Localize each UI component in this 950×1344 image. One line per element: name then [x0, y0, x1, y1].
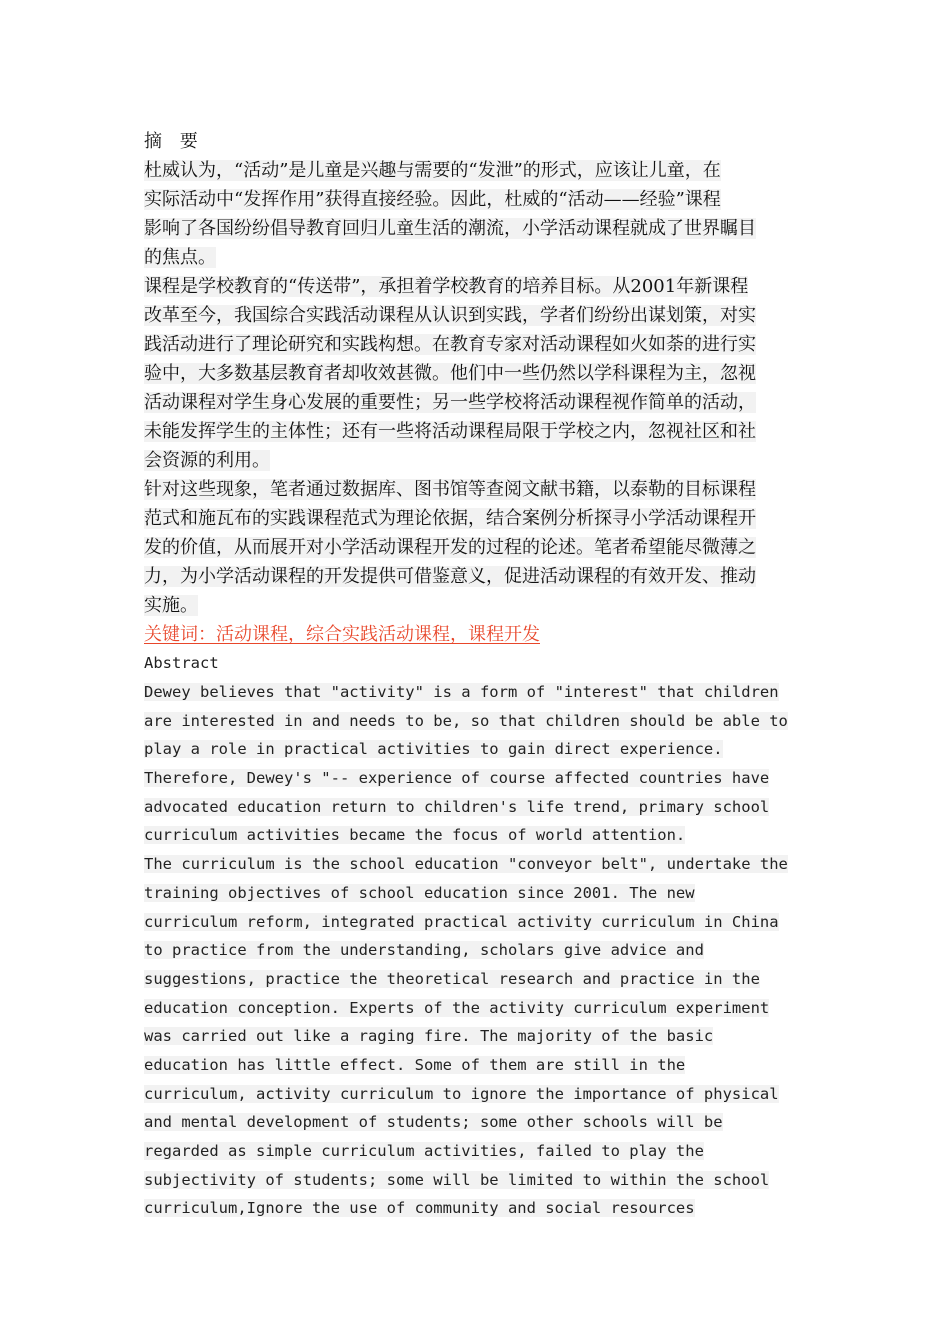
en-line-text: to practice from the understanding, scholars give advice and — [144, 941, 704, 960]
english-abstract-heading: Abstract — [144, 654, 219, 672]
cn-text-line — [144, 475, 809, 504]
en-line-text: are interested in and needs to be, so that children should be able to — [144, 711, 788, 730]
cn-text-line — [144, 562, 809, 591]
en-line-text: education conception. Experts of the activity curriculum experiment — [144, 998, 770, 1017]
en-line-text: education has little effect. Some of them are still in the — [144, 1055, 686, 1074]
en-line-text: Dewey believes that "activity" is a form of "interest" that children — [144, 683, 779, 701]
cn-paragraph — [144, 272, 809, 475]
cn-text-line — [144, 446, 809, 475]
keywords-line[interactable] — [144, 620, 809, 649]
cn-line-text: 针对这些现象，笔者通过数据库、图书馆等查阅文献书籍，以泰勒的目标课程 — [144, 479, 756, 500]
cn-line-text: 课程是学校教育的“传送带”，承担着学校教育的培养目标。从2001年新课程 — [144, 276, 749, 297]
cn-line-text: 活动课程对学生身心发展的重要性；另一些学校将活动课程视作简单的活动， — [144, 392, 756, 413]
en-text-line — [144, 1166, 809, 1195]
cn-text-line — [144, 504, 809, 533]
chinese-abstract-heading: 摘 要 — [144, 131, 204, 152]
en-text-line — [144, 936, 809, 965]
cn-line-text: 杜威认为，“活动”是儿童是兴趣与需要的“发泄”的形式，应该让儿童，在 — [144, 160, 721, 181]
en-line-text: training objectives of school education since 2001. The new — [144, 883, 695, 902]
en-line-text: advocated education return to children's life trend, primary school — [144, 797, 770, 816]
cn-text-line — [144, 272, 809, 301]
cn-text-line — [144, 185, 809, 214]
cn-text-line — [144, 243, 809, 272]
en-line-text: The curriculum is the school education "conveyor belt", undertake the — [144, 855, 788, 874]
cn-text-line — [144, 301, 809, 330]
en-line-text: curriculum, activity curriculum to ignore the importance of physical — [144, 1084, 779, 1103]
en-line-text: subjectivity of students; some will be limited to within the school — [144, 1170, 770, 1189]
en-text-line — [144, 1194, 809, 1223]
en-line-text: curriculum activities became the focus of world attention. — [144, 826, 686, 845]
en-text-line — [144, 879, 809, 908]
cn-paragraph — [144, 475, 809, 620]
cn-text-line — [144, 533, 809, 562]
en-text-line — [144, 850, 809, 879]
cn-text-line — [144, 156, 809, 185]
en-line-text: curriculum reform, integrated practical activity curriculum in China — [144, 912, 779, 931]
en-text-line — [144, 678, 809, 707]
cn-text-line — [144, 591, 809, 620]
en-text-line — [144, 1137, 809, 1166]
en-line-text: regarded as simple curriculum activities, failed to play the — [144, 1142, 704, 1160]
en-text-line — [144, 1080, 809, 1109]
en-paragraph — [144, 678, 809, 850]
en-text-line — [144, 707, 809, 736]
english-abstract-body — [144, 678, 809, 1223]
en-line-text: play a role in practical activities to gain direct experience. — [144, 740, 723, 759]
en-text-line — [144, 821, 809, 850]
cn-line-text: 力，为小学活动课程的开发提供可借鉴意义，促进活动课程的有效开发、推动 — [144, 566, 756, 587]
en-text-line — [144, 735, 809, 764]
document-content — [144, 127, 809, 1223]
cn-line-text: 会资源的利用。 — [144, 450, 270, 471]
en-text-line — [144, 908, 809, 937]
cn-line-text: 改革至今，我国综合实践活动课程从认识到实践，学者们纷纷出谋划策，对实 — [144, 305, 756, 326]
en-line-text: curriculum,Ignore the use of community and social resources — [144, 1199, 695, 1218]
cn-paragraph — [144, 156, 809, 272]
en-text-line — [144, 1108, 809, 1137]
cn-text-line — [144, 330, 809, 359]
cn-line-text: 的焦点。 — [144, 247, 216, 268]
chinese-abstract-body — [144, 156, 809, 620]
en-line-text: was carried out like a raging fire. The majority of the basic — [144, 1027, 714, 1046]
cn-line-text: 发的价值，从而展开对小学活动课程开发的过程的论述。笔者希望能尽微薄之 — [144, 537, 756, 558]
cn-text-line — [144, 359, 809, 388]
en-line-text: suggestions, practice the theoretical research and practice in the — [144, 969, 760, 988]
en-text-line — [144, 1022, 809, 1051]
en-text-line — [144, 994, 809, 1023]
cn-text-line — [144, 214, 809, 243]
en-line-text: and mental development of students; some other schools will be — [144, 1113, 723, 1132]
cn-line-text: 践活动进行了理论研究和实践构想。在教育专家对活动课程如火如荼的进行实 — [144, 334, 756, 355]
en-paragraph — [144, 850, 809, 1223]
en-text-line — [144, 1051, 809, 1080]
cn-line-text: 实施。 — [144, 595, 198, 616]
en-text-line — [144, 965, 809, 994]
cn-line-text: 范式和施瓦布的实践课程范式为理论依据，结合案例分析探寻小学活动课程开 — [144, 508, 756, 529]
en-text-line — [144, 764, 809, 793]
cn-line-text: 未能发挥学生的主体性；还有一些将活动课程局限于学校之内，忽视社区和社 — [144, 421, 756, 442]
keywords-text[interactable]: 关键词：活动课程，综合实践活动课程，课程开发 — [144, 624, 540, 645]
cn-text-line — [144, 388, 809, 417]
cn-line-text: 影响了各国纷纷倡导教育回归儿童生活的潮流，小学活动课程就成了世界瞩目 — [144, 218, 756, 239]
en-line-text: Therefore, Dewey's "-- experience of course affected countries have — [144, 769, 770, 788]
cn-line-text: 验中，大多数基层教育者却收效甚微。他们中一些仍然以学科课程为主，忽视 — [144, 363, 756, 384]
en-text-line — [144, 793, 809, 822]
cn-text-line — [144, 417, 809, 446]
cn-line-text: 实际活动中“发挥作用”获得直接经验。因此，杜威的“活动——经验”课程 — [144, 189, 721, 210]
